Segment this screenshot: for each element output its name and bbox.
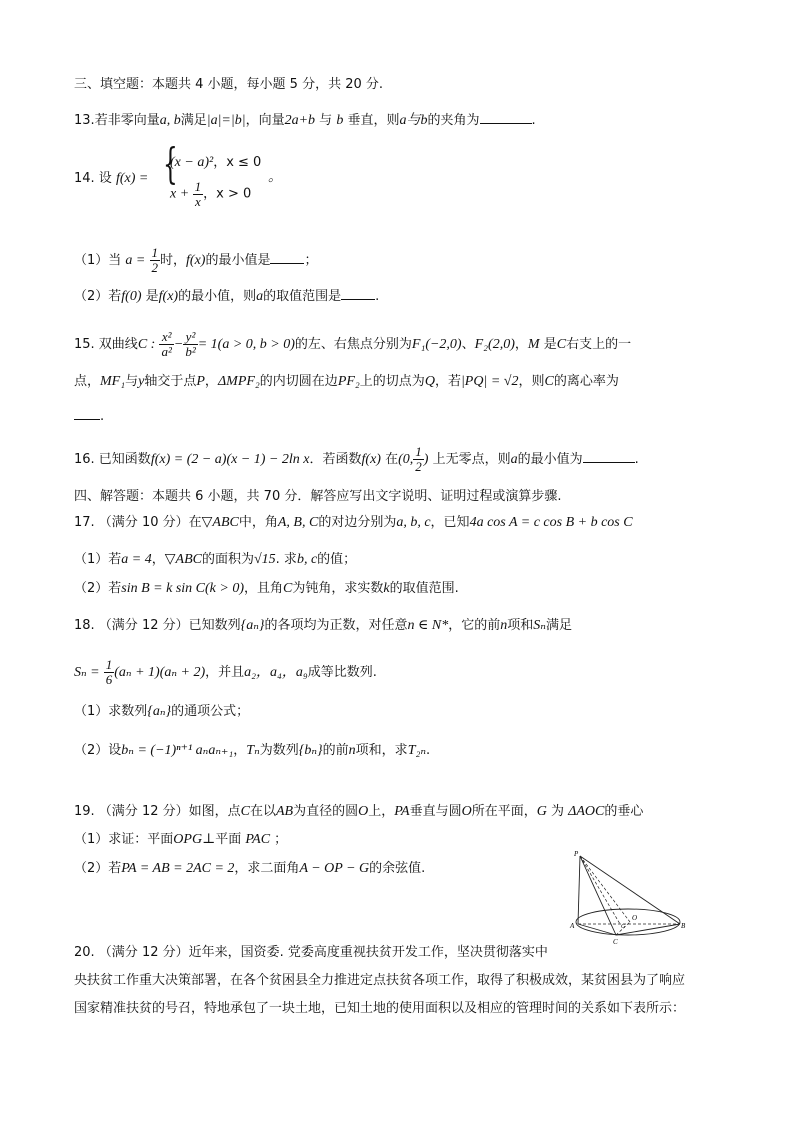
math: f(x) xyxy=(361,452,381,467)
math: f(x) = (2 − a)(x − 1) − 2ln x xyxy=(150,452,310,467)
geometry-figure xyxy=(568,848,692,946)
math: 2a+b xyxy=(284,113,316,128)
text: 上， xyxy=(368,804,395,819)
math: a, b xyxy=(159,113,181,128)
text: 的内切圆在边 xyxy=(259,374,338,389)
math: a₂，a₄，a₉ xyxy=(244,665,308,680)
text: . 求 xyxy=(275,552,297,567)
math: k xyxy=(383,581,390,596)
question-18 xyxy=(74,617,572,635)
question-13: 13.若非零向量a, b满足|a|=|b|，向量2a+b 与 b 垂直，则a与b的夹角为 . xyxy=(74,113,536,128)
answer-blank xyxy=(74,407,100,420)
text: 与 xyxy=(125,374,139,389)
math: ，x ≤ 0 xyxy=(213,155,262,170)
math: O xyxy=(358,804,369,819)
question-19-part-2 xyxy=(74,860,425,878)
segment-ac xyxy=(578,924,616,935)
text: 满足 xyxy=(180,113,207,128)
text: ，它的前 xyxy=(448,618,501,633)
question-20-line-1: 20. （满分 12 分）近年来，国资委. 党委高度重视扶贫开发工作，坚决贯彻落实中 xyxy=(74,945,548,960)
text: 右支上的一 xyxy=(566,337,632,352)
math: M xyxy=(527,337,540,352)
math: C : xyxy=(137,337,156,352)
piecewise-brace: { xyxy=(163,139,178,188)
math: C xyxy=(240,804,250,819)
text: 的垂心 xyxy=(604,804,644,819)
text: 满足 xyxy=(545,618,572,633)
numerator: 1 xyxy=(194,179,202,194)
text: 的余弦值. xyxy=(369,861,426,876)
piecewise-case-1 xyxy=(170,151,261,171)
question-15-line-2 xyxy=(74,373,619,391)
text: 为数列 xyxy=(259,743,299,758)
text: 的取值范围是 xyxy=(263,289,342,304)
denominator: a² xyxy=(161,344,172,359)
question-18-condition xyxy=(74,658,377,687)
math: √15 xyxy=(253,552,276,567)
label-c: C xyxy=(613,938,618,946)
math: f(x) xyxy=(158,289,179,304)
question-20-line-3: 国家精准扶贫的号召，特地承包了一块土地，已知土地的使用面积以及相应的管理时间的关系如下表所示： xyxy=(74,1001,686,1016)
math: Sₙ = xyxy=(74,665,100,680)
question-number: 18. （满分 12 分）已知数列 xyxy=(74,618,241,633)
question-19-part-1 xyxy=(74,831,287,849)
text: . xyxy=(634,452,639,467)
text: （2）若 xyxy=(74,581,122,596)
text: . xyxy=(375,289,380,304)
text: ，且角 xyxy=(244,581,284,596)
math: a = xyxy=(125,253,146,268)
punctuation: 。 xyxy=(268,170,282,185)
math: = 1(a > 0, b > 0) xyxy=(197,337,295,352)
math: C xyxy=(283,581,293,596)
math: sin B = k sin C(k > 0) xyxy=(121,581,244,596)
question-number: 19. （满分 12 分）如图，点 xyxy=(74,804,241,819)
math: a, b, c xyxy=(396,515,431,530)
text: 轴交于点 xyxy=(144,374,197,389)
text: 为钝角，求实数 xyxy=(292,581,384,596)
piecewise-case-2 xyxy=(170,180,251,209)
math: AB xyxy=(275,804,294,819)
math: − xyxy=(173,337,184,352)
math: ) xyxy=(423,452,429,467)
math: x + xyxy=(170,186,190,202)
question-19 xyxy=(74,803,643,821)
text: 中，角 xyxy=(238,515,278,530)
question-20-line-2: 央扶贫工作重大决策部署，在各个贫困县全力推进定点扶贫各项工作，取得了积极成效，某贫困县为了响应 xyxy=(74,973,686,988)
text: 的夹角为 xyxy=(427,113,480,128)
text: 在以 xyxy=(249,804,276,819)
fraction xyxy=(150,246,161,275)
text: ，已知 xyxy=(430,515,470,530)
question-14-label xyxy=(74,170,148,188)
math: P xyxy=(196,374,205,389)
text: ，向量 xyxy=(245,113,285,128)
math: PF₂ xyxy=(337,374,360,389)
text: 的左、右焦点分别为 xyxy=(294,337,412,352)
label-g: G xyxy=(621,924,626,930)
text: 平面 xyxy=(215,832,242,847)
text: ， xyxy=(151,552,165,567)
math: ΔMPF₂ xyxy=(217,374,260,389)
text: 成等比数列. xyxy=(307,665,377,680)
question-number: 13. xyxy=(74,113,95,128)
text: 的取值范围. xyxy=(389,581,459,596)
math: |PQ| = √2 xyxy=(460,374,519,389)
math: ▽ABC xyxy=(164,552,202,567)
math: a xyxy=(510,452,518,467)
math: Tₙ xyxy=(246,743,260,758)
math: F₁(−2,0) xyxy=(411,337,462,352)
text: 点， xyxy=(74,374,101,389)
question-17-part-1 xyxy=(74,551,356,569)
text: 项和 xyxy=(507,618,534,633)
text: 的值； xyxy=(317,552,357,567)
math: n xyxy=(348,743,356,758)
numerator: x² xyxy=(159,330,173,345)
text: 、 xyxy=(461,337,475,352)
question-number: 17. （满分 10 分）在 xyxy=(74,515,202,530)
fraction xyxy=(104,658,115,687)
math: ⊥ xyxy=(202,832,216,847)
text: 在 xyxy=(385,452,399,467)
math: ，x > 0 xyxy=(203,186,252,202)
math: a = 4 xyxy=(121,552,152,567)
question-14-part-1 xyxy=(74,246,318,275)
text: 的最小值是 xyxy=(205,253,271,268)
text: 的对边分别为 xyxy=(318,515,397,530)
math: {aₙ} xyxy=(240,618,265,633)
math: OPG xyxy=(173,832,203,847)
text: ，若 xyxy=(434,374,461,389)
text: 是 xyxy=(145,289,159,304)
segment-pa xyxy=(578,856,580,924)
section-header: 三、填空题：本题共 4 小题，每小题 5 分，共 20 分. xyxy=(74,77,384,92)
math: f(0) xyxy=(121,289,142,304)
text: 为 xyxy=(550,804,564,819)
text: 垂直与圆 xyxy=(409,804,462,819)
question-17 xyxy=(74,514,633,532)
text: ，求二面角 xyxy=(234,861,300,876)
text: 的最小值为 xyxy=(517,452,583,467)
text: ，则 xyxy=(518,374,545,389)
text: 与 xyxy=(319,113,333,128)
numerator: 1 xyxy=(415,444,422,459)
label-o: O xyxy=(632,914,638,922)
math: A, B, C xyxy=(277,515,319,530)
math: A − OP − G xyxy=(299,861,370,876)
text: （2）若 xyxy=(74,289,122,304)
text: ．若函数 xyxy=(309,452,362,467)
segment-po xyxy=(580,856,630,922)
text: 的通项公式； xyxy=(171,704,250,719)
question-18-part-2 xyxy=(74,742,430,760)
math: ΔAOC xyxy=(568,804,605,819)
text: （1）当 xyxy=(74,253,122,268)
math: b xyxy=(336,113,344,128)
numerator: y² xyxy=(183,330,197,345)
question-17-part-2 xyxy=(74,580,459,598)
math: PA = AB = 2AC = 2 xyxy=(121,861,235,876)
math: F₂(2,0) xyxy=(474,337,515,352)
text: 的离心率为 xyxy=(553,374,619,389)
math: n xyxy=(500,618,508,633)
math: MF₁ xyxy=(100,374,126,389)
math: PAC xyxy=(245,832,271,847)
math: b, c xyxy=(296,552,318,567)
math: a与b xyxy=(399,113,428,128)
text: 的各项均为正数，对任意 xyxy=(264,618,408,633)
answer-blank xyxy=(583,450,635,463)
segment-pg xyxy=(580,856,620,924)
text: （1）若 xyxy=(74,552,122,567)
math: y xyxy=(138,374,145,389)
text: ； xyxy=(304,253,318,268)
text: 上无零点，则 xyxy=(432,452,511,467)
text: 若非零向量 xyxy=(94,113,160,128)
math: {bₙ} xyxy=(298,743,323,758)
fraction xyxy=(159,330,173,359)
numerator: 1 xyxy=(151,245,159,260)
fraction xyxy=(193,180,204,209)
math: 4a cos A = c cos B + b cos C xyxy=(469,515,633,530)
math: a xyxy=(256,289,264,304)
question-number: 14. 设 xyxy=(74,171,112,186)
numerator: 1 xyxy=(105,657,113,672)
math: C xyxy=(544,374,554,389)
text: ，并且 xyxy=(205,665,245,680)
text: 垂直，则 xyxy=(347,113,400,128)
text: （1）求证：平面 xyxy=(74,832,174,847)
question-14-part-2 xyxy=(74,287,379,306)
math: O xyxy=(461,804,472,819)
text: ， xyxy=(514,337,528,352)
math: (0, xyxy=(398,452,414,467)
math: n ∈ N* xyxy=(407,618,449,633)
denominator: x xyxy=(195,194,201,209)
question-15-line-1 xyxy=(74,330,631,359)
denominator: 2 xyxy=(415,459,422,474)
math: {aₙ} xyxy=(147,704,172,719)
text: 项和，求 xyxy=(355,743,408,758)
text: . xyxy=(426,743,431,758)
math: f(x) = xyxy=(115,171,149,186)
text: 是 xyxy=(543,337,557,352)
fraction xyxy=(413,445,424,474)
text: 时， xyxy=(160,253,187,268)
text: 的最小值，则 xyxy=(178,289,257,304)
answer-blank xyxy=(341,287,375,300)
section-header: 四、解答题：本题共 6 小题，共 70 分．解答应写出文字说明、证明过程或演算步骤. xyxy=(74,489,562,504)
text: 的前 xyxy=(322,743,349,758)
fraction xyxy=(183,330,197,359)
label-b: B xyxy=(681,922,686,930)
text: . xyxy=(100,409,105,424)
math: Q xyxy=(424,374,435,389)
label-p: P xyxy=(574,850,579,858)
question-15-line-3 xyxy=(74,407,104,426)
question-number: 16. 已知函数 xyxy=(74,452,151,467)
answer-blank xyxy=(270,251,304,264)
text: （2）若 xyxy=(74,861,122,876)
math: f(x) xyxy=(186,253,206,268)
text: ， xyxy=(233,743,247,758)
text: 的面积为 xyxy=(201,552,254,567)
answer-blank xyxy=(480,111,532,124)
math: (aₙ + 1)(aₙ + 2) xyxy=(114,665,206,680)
text: ， xyxy=(204,374,218,389)
question-18-part-1 xyxy=(74,703,249,721)
text: （2）设 xyxy=(74,743,122,758)
label-a: A xyxy=(570,922,575,930)
math: |a|=|b| xyxy=(206,113,246,128)
math: G xyxy=(536,804,547,819)
text: 所在平面， xyxy=(471,804,537,819)
text: （1）求数列 xyxy=(74,704,148,719)
math: bₙ = (−1)ⁿ⁺¹ aₙaₙ₊₁ xyxy=(121,743,234,758)
math: PA xyxy=(394,804,410,819)
math: T₂ₙ xyxy=(407,743,427,758)
question-number: 15. 双曲线 xyxy=(74,337,138,352)
denominator: b² xyxy=(185,344,196,359)
denominator: 2 xyxy=(151,260,159,275)
question-16 xyxy=(74,445,639,474)
text: 为直径的圆 xyxy=(293,804,359,819)
denominator: 6 xyxy=(105,672,113,687)
math: ▽ABC xyxy=(201,515,239,530)
text: 上的切点为 xyxy=(359,374,425,389)
math: Sₙ xyxy=(533,618,546,633)
math: C xyxy=(556,337,567,352)
math: (x − a)² xyxy=(170,155,214,170)
text: ； xyxy=(274,832,288,847)
